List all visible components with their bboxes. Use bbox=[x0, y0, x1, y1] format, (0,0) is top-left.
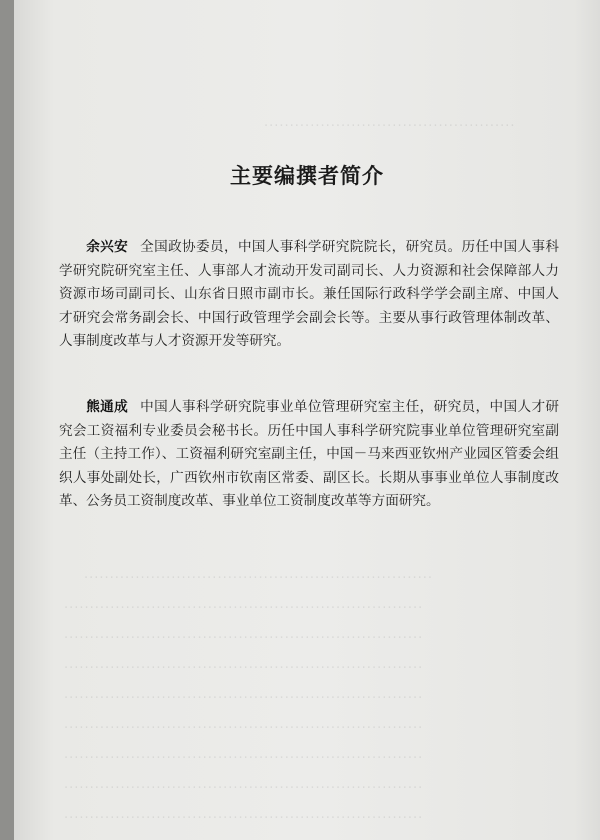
page-title: 主要编撰者简介 bbox=[230, 164, 384, 188]
editor-name: 余兴安 bbox=[86, 239, 129, 255]
show-through-text: ................................................. bbox=[264, 115, 516, 130]
editor-name: 熊通成 bbox=[86, 399, 129, 415]
document-page bbox=[14, 0, 600, 840]
editor-bio-text: 全国政协委员，中国人事科学研究院院长，研究员。历任中国人事科学研究院研究室主任、人事部人才流动开发司副司长、人力资源和社会保障部人力资源市场司副司长、山东省日照市副市长。兼任国际行政科学学会副主席、中国人才研究会常务副会长、中国行政管理学会副会长等。主要从事行政管理体制改革、人事制度改革与人才资源开发等研究。 bbox=[59, 239, 560, 349]
show-through-text: .................................................................... ...................................................................... ...................................................................... ...................................................................... ...................................................................... ...................................................................... ...................................................................... ...................................................................... ...................................................................... bbox=[64, 567, 433, 822]
editor-bio bbox=[59, 396, 559, 514]
editor-bio bbox=[59, 236, 559, 354]
editor-bio-text: 中国人事科学研究院事业单位管理研究室主任，研究员，中国人才研究会工资福利专业委员会秘书长。历任中国人事科学研究院事业单位管理研究室副主任（主持工作）、工资福利研究室副主任，中国－马来西亚钦州产业园区管委会组织人事处副处长，广西钦州市钦南区常委、副区长。长期从事事业单位人事制度改革、公务员工资制度改革、事业单位工资制度改革等方面研究。 bbox=[59, 399, 560, 509]
